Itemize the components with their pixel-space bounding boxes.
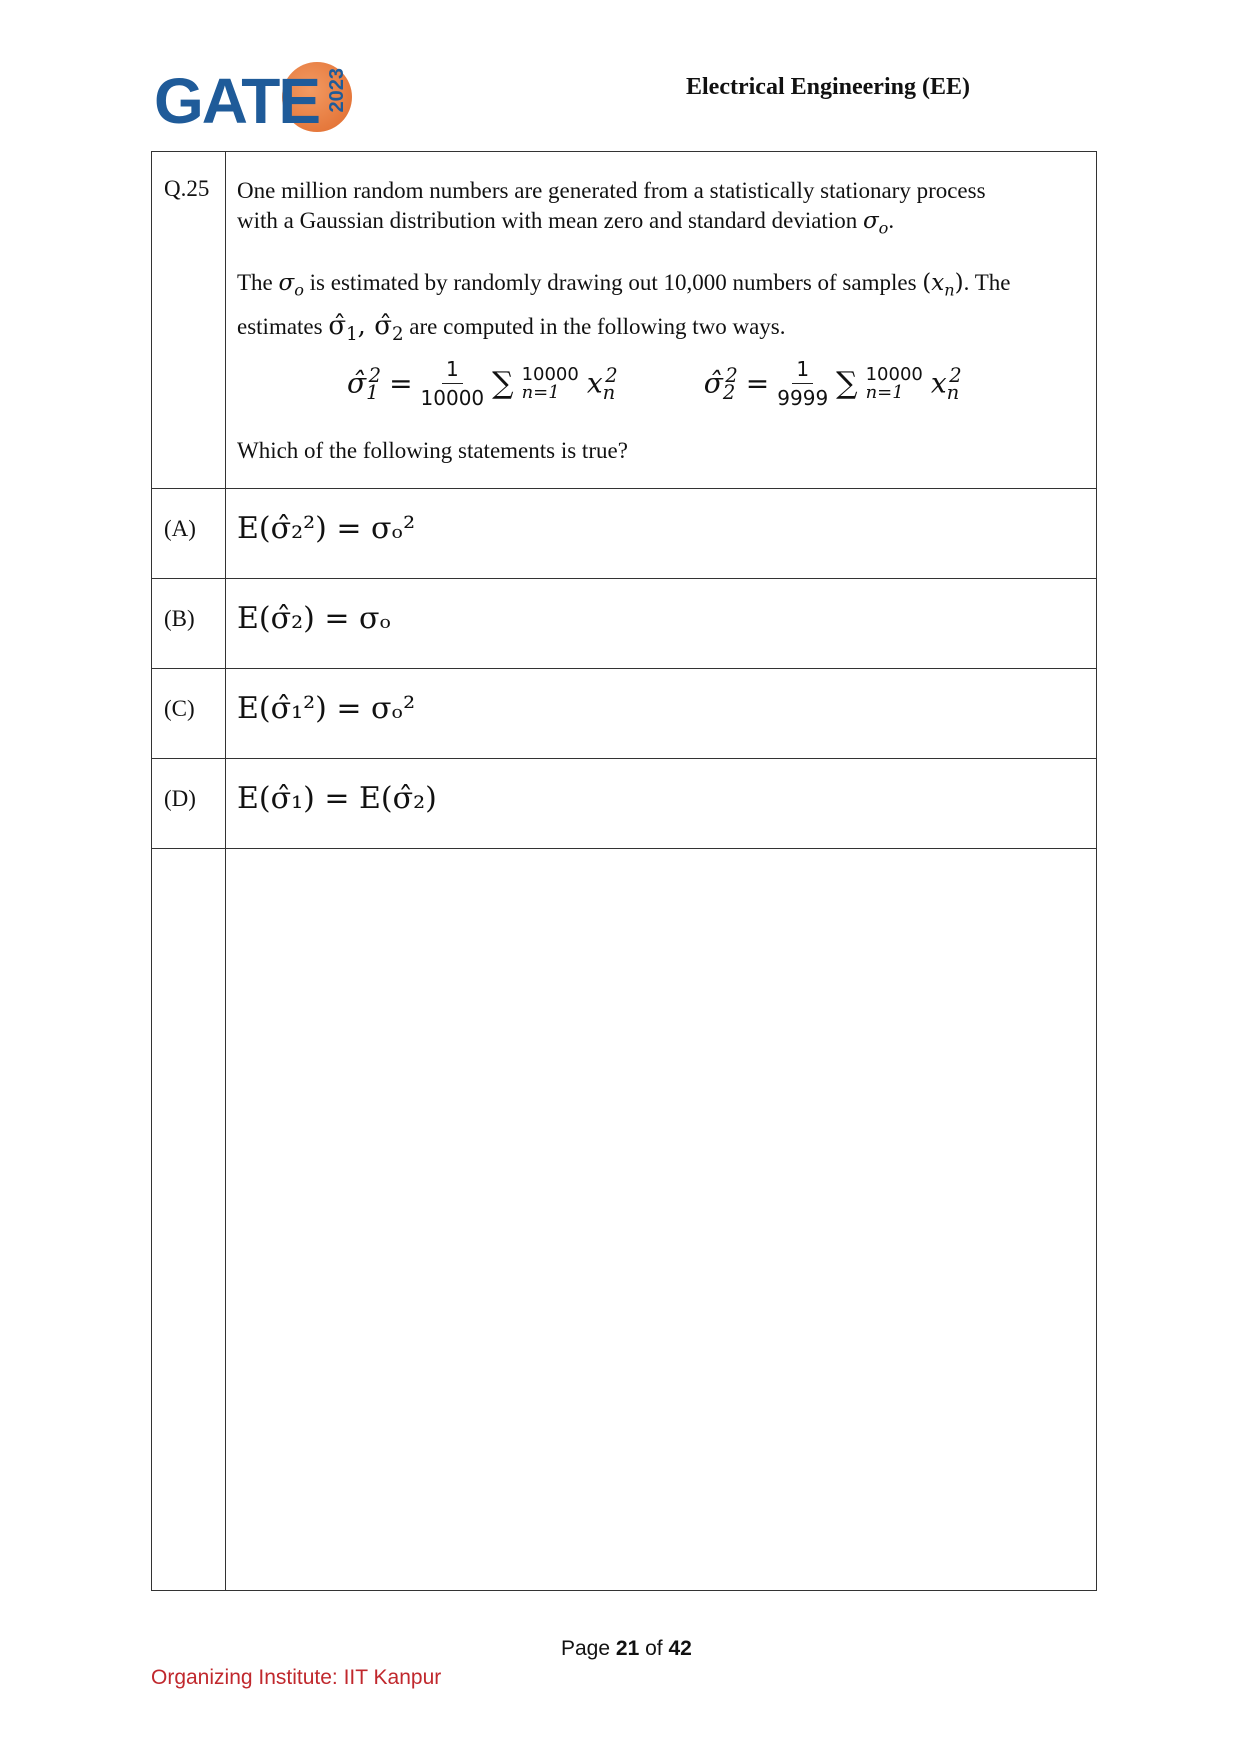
stem-line-3: The $\sigma_o$ is estimated by randomly drawing out 10,000 numbers of samples $(x_n)$. The	[237, 269, 1011, 300]
row-divider	[152, 488, 1096, 489]
row-divider	[152, 848, 1096, 849]
stem-line-4: estimates $\sigmâ_1$, $\sigmâ_2$ are computed in the following two ways.	[237, 311, 786, 346]
option-c-text: E(σ̂₁²) = σₒ²	[237, 691, 416, 726]
formula-sigma2: $\sigmâ_2^2$ = $\frac{1}{9999}$ ∑ 10000 n=1 $x_n^2$	[703, 357, 962, 410]
option-c-label: (C)	[164, 696, 195, 721]
option-b-label: (B)	[164, 606, 195, 631]
question-stem	[237, 176, 1087, 350]
logo-year: 2023	[326, 68, 348, 113]
page-number: Page 21 of 42	[561, 1637, 692, 1660]
question-prompt: Which of the following statements is true?	[237, 438, 628, 463]
option-b-text: E(σ̂₂) = σₒ	[237, 601, 392, 636]
estimator-formulas	[347, 357, 962, 410]
option-a-label: (A)	[164, 516, 196, 541]
row-divider	[152, 578, 1096, 579]
question-number: Q.25	[164, 176, 210, 201]
formula-sigma1: $\sigmâ_1^2$ = $\frac{1}{10000}$ ∑ 10000 n=1 $x_n^2$	[347, 357, 618, 410]
option-d-text: E(σ̂₁) = E(σ̂₂)	[237, 781, 437, 816]
logo-text: GATE	[154, 65, 320, 137]
column-divider	[225, 152, 226, 1590]
option-a-text: E(σ̂₂²) = σₒ²	[237, 511, 416, 546]
row-divider	[152, 758, 1096, 759]
organizing-institute: Organizing Institute: IIT Kanpur	[151, 1666, 442, 1689]
stem-line-1: One million random numbers are generated from a statistically stationary process	[237, 178, 986, 203]
subject-title: Electrical Engineering (EE)	[686, 74, 970, 100]
question-table	[151, 151, 1097, 1591]
stem-line-2: with a Gaussian distribution with mean zero and standard deviation $\sigma_o$.	[237, 208, 895, 238]
row-divider	[152, 668, 1096, 669]
option-d-label: (D)	[164, 786, 196, 811]
gate-logo	[154, 58, 364, 138]
